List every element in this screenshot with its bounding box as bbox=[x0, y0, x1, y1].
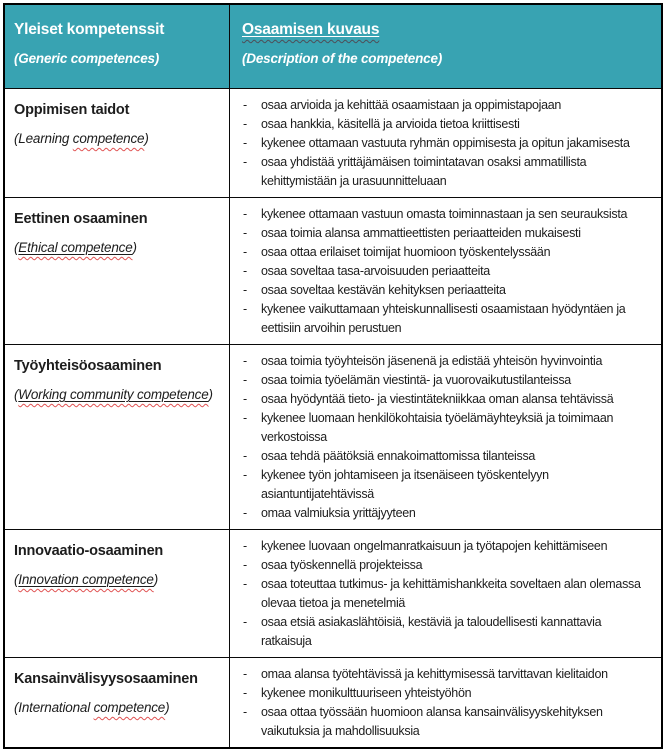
bullet-dash-marker: - bbox=[243, 449, 247, 463]
competence-description-cell bbox=[230, 530, 661, 657]
bullet-text: kykenee monikulttuuriseen yhteistyöhön bbox=[261, 686, 472, 700]
bullet-dash-marker: - bbox=[243, 667, 247, 681]
bullet-dash-marker: - bbox=[243, 373, 247, 387]
translation-decorated-text: competence bbox=[93, 700, 166, 715]
translation-suffix: ) bbox=[144, 131, 149, 146]
bullet-text: omaa alansa työtehtävissä ja kehittymisessä tarvittavan kielitaidon bbox=[261, 667, 608, 681]
translation-prefix: (Learning bbox=[14, 131, 73, 146]
description-bullet bbox=[230, 613, 657, 651]
bullet-dash-marker: - bbox=[243, 705, 247, 719]
bullet-dash-marker: - bbox=[243, 558, 247, 572]
bullet-text: osaa tehdä päätöksiä ennakoimattomissa tilanteissa bbox=[261, 449, 536, 463]
description-bullet bbox=[230, 153, 657, 191]
competence-title: Eettinen osaaminen bbox=[14, 211, 148, 227]
bullet-dash-marker: - bbox=[243, 686, 247, 700]
bullet-text: osaa arvioida ja kehittää osaamistaan ja oppimistapojaan bbox=[261, 98, 562, 112]
bullet-dash-marker: - bbox=[243, 392, 247, 406]
competence-translation bbox=[14, 696, 221, 720]
bullet-dash-marker: - bbox=[243, 117, 247, 131]
translation-decorated-text: Innovation competence bbox=[18, 572, 154, 587]
description-bullet bbox=[230, 575, 657, 613]
bullet-text: osaa toimia alansa ammattieettisten periaatteiden mukaisesti bbox=[261, 226, 581, 240]
bullet-dash-marker: - bbox=[243, 615, 247, 629]
competence-description-cell bbox=[230, 658, 661, 747]
bullet-dash-marker: - bbox=[243, 264, 247, 278]
competence-name-cell bbox=[5, 89, 230, 197]
translation-decorated-text: Ethical competence bbox=[18, 240, 133, 255]
competence-description-cell bbox=[230, 89, 661, 197]
description-bullet bbox=[230, 243, 657, 262]
description-bullet bbox=[230, 115, 657, 134]
description-bullet bbox=[230, 281, 657, 300]
header-title-generic: Yleiset kompetenssit bbox=[14, 21, 165, 38]
description-bullet bbox=[230, 703, 657, 741]
table-row bbox=[5, 658, 661, 747]
translation-decorated-text: competence bbox=[72, 131, 145, 146]
bullet-text: osaa hyödyntää tieto- ja viestintätekniikkaa oman alansa tehtävissä bbox=[261, 392, 614, 406]
competence-name-cell bbox=[5, 345, 230, 529]
bullet-text: omaa valmiuksia yrittäjyyteen bbox=[261, 506, 416, 520]
competence-name-cell bbox=[5, 658, 230, 747]
description-bullet bbox=[230, 371, 657, 390]
bullet-dash-marker: - bbox=[243, 283, 247, 297]
description-bullet bbox=[230, 205, 657, 224]
header-title-description-text: Osaamisen kuvaus bbox=[242, 21, 380, 38]
competence-translation bbox=[14, 127, 221, 151]
table-header-row bbox=[5, 5, 661, 89]
bullet-text: osaa soveltaa tasa-arvoisuuden periaatteita bbox=[261, 264, 490, 278]
bullet-text: kykenee ottamaan vastuun omasta toiminnastaan ja sen seurauksista bbox=[261, 207, 628, 221]
header-cell-description bbox=[230, 5, 661, 88]
competence-title: Innovaatio-osaaminen bbox=[14, 543, 164, 559]
bullet-dash-marker: - bbox=[243, 136, 247, 150]
description-bullet bbox=[230, 409, 657, 447]
translation-prefix: (International bbox=[14, 700, 94, 715]
bullet-dash-marker: - bbox=[243, 539, 247, 553]
table-row bbox=[5, 345, 661, 530]
description-bullet bbox=[230, 537, 657, 556]
description-bullet bbox=[230, 556, 657, 575]
description-bullet bbox=[230, 390, 657, 409]
competence-description-cell bbox=[230, 198, 661, 344]
competence-translation bbox=[14, 383, 221, 407]
bullet-dash-marker: - bbox=[243, 411, 247, 425]
competence-title: Työyhteisöosaaminen bbox=[14, 358, 162, 374]
bullet-dash-marker: - bbox=[243, 245, 247, 259]
translation-decorated-text: Working community competence bbox=[18, 387, 209, 402]
table-row bbox=[5, 198, 661, 345]
bullet-text: osaa hankkia, käsitellä ja arvioida tietoa kriittisesti bbox=[261, 117, 520, 131]
bullet-dash-marker: - bbox=[243, 155, 247, 169]
bullet-text: kykenee ottamaan vastuuta ryhmän oppimisesta ja opitun jakamisesta bbox=[261, 136, 630, 150]
bullet-text: osaa etsiä asiakaslähtöisiä, kestäviä ja taloudellisesti kannattavia ratkaisuja bbox=[261, 615, 602, 648]
bullet-text: kykenee vaikuttamaan yhteiskunnallisesti osaamistaan hyödyntäen ja eettisiin arvoihin perustuen bbox=[261, 302, 626, 335]
description-bullet bbox=[230, 684, 657, 703]
header-subtitle-generic: (Generic competences) bbox=[14, 51, 160, 66]
description-bullet bbox=[230, 504, 657, 523]
description-bullet bbox=[230, 466, 657, 504]
table-row bbox=[5, 530, 661, 658]
bullet-dash-marker: - bbox=[243, 226, 247, 240]
table-body bbox=[5, 89, 661, 747]
bullet-dash-marker: - bbox=[243, 468, 247, 482]
bullet-text: osaa toteuttaa tutkimus- ja kehittämishankkeita soveltaen alan olemassa olevaa tietoa ja menetelmiä bbox=[261, 577, 641, 610]
bullet-text: osaa työskennellä projekteissa bbox=[261, 558, 423, 572]
bullet-text: kykenee luovaan ongelmanratkaisuun ja työtapojen kehittämiseen bbox=[261, 539, 608, 553]
header-title-description bbox=[242, 20, 657, 40]
translation-suffix: ) bbox=[153, 572, 158, 587]
bullet-dash-marker: - bbox=[243, 354, 247, 368]
competence-description-cell bbox=[230, 345, 661, 529]
bullet-text: kykenee luomaan henkilökohtaisia työelämäyhteyksiä ja toimimaan verkostoissa bbox=[261, 411, 614, 444]
header-cell-generic-competences bbox=[5, 5, 230, 88]
translation-suffix: ) bbox=[208, 387, 213, 402]
competence-title: Kansainvälisyysosaaminen bbox=[14, 671, 198, 687]
bullet-text: osaa toimia työelämän viestintä- ja vuorovaikutustilanteissa bbox=[261, 373, 571, 387]
bullet-text: osaa yhdistää yrittäjämäisen toimintatavan osaksi ammatillista kehittymistään ja urasuunnitteluaan bbox=[261, 155, 587, 188]
translation-suffix: ) bbox=[165, 700, 170, 715]
description-bullet bbox=[230, 262, 657, 281]
competence-title: Oppimisen taidot bbox=[14, 102, 130, 118]
translation-prefix: ( bbox=[14, 387, 19, 402]
bullet-text: osaa soveltaa kestävän kehityksen periaatteita bbox=[261, 283, 506, 297]
description-bullet bbox=[230, 665, 657, 684]
bullet-dash-marker: - bbox=[243, 98, 247, 112]
competence-name-cell bbox=[5, 198, 230, 344]
bullet-text: osaa ottaa työssään huomioon alansa kansainvälisyyskehityksen vaikutuksia ja mahdollisuuksia bbox=[261, 705, 603, 738]
translation-prefix: ( bbox=[14, 240, 19, 255]
bullet-dash-marker: - bbox=[243, 577, 247, 591]
competence-table bbox=[3, 3, 663, 749]
competence-translation bbox=[14, 236, 221, 260]
description-bullet bbox=[230, 447, 657, 466]
description-bullet bbox=[230, 352, 657, 371]
competence-translation bbox=[14, 568, 221, 592]
description-bullet bbox=[230, 224, 657, 243]
description-bullet bbox=[230, 96, 657, 115]
bullet-text: kykenee työn johtamiseen ja itsenäiseen työskentelyyn asiantuntijatehtävissä bbox=[261, 468, 549, 501]
description-bullet bbox=[230, 300, 657, 338]
bullet-dash-marker: - bbox=[243, 207, 247, 221]
table-row bbox=[5, 89, 661, 198]
description-bullet bbox=[230, 134, 657, 153]
header-subtitle-description: (Description of the competence) bbox=[242, 51, 443, 66]
bullet-text: osaa ottaa erilaiset toimijat huomioon työskentelyssään bbox=[261, 245, 551, 259]
bullet-text: osaa toimia työyhteisön jäsenenä ja edistää yhteisön hyvinvointia bbox=[261, 354, 603, 368]
translation-suffix: ) bbox=[132, 240, 137, 255]
bullet-dash-marker: - bbox=[243, 506, 247, 520]
competence-name-cell bbox=[5, 530, 230, 657]
translation-prefix: ( bbox=[14, 572, 19, 587]
bullet-dash-marker: - bbox=[243, 302, 247, 316]
